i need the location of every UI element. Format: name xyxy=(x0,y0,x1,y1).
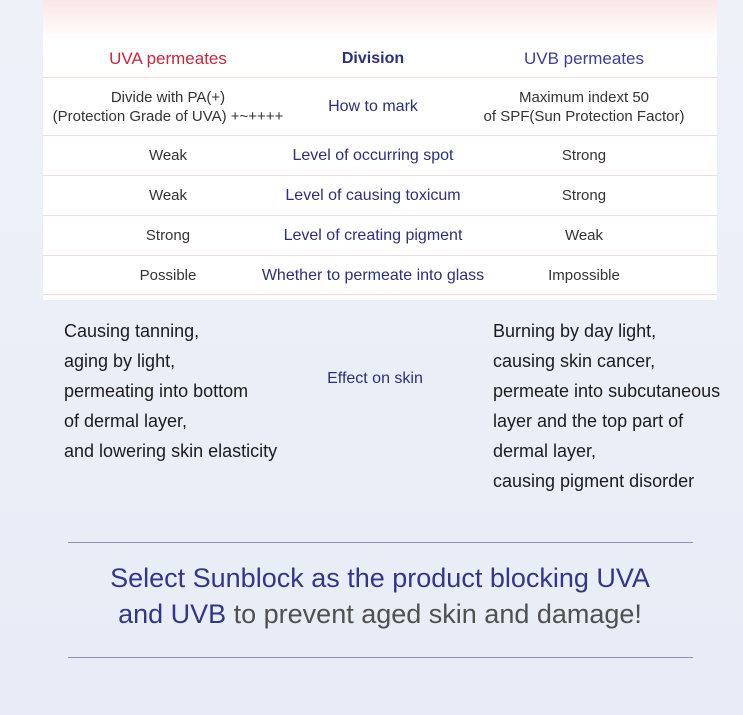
effect-on-skin-label: Effect on skin xyxy=(327,370,423,387)
effect-uvb-line: causing skin cancer, xyxy=(493,351,656,371)
table-row xyxy=(43,216,717,256)
table-row xyxy=(43,256,717,295)
cell-uva: Divide with PA(+) (Protection Grade of UVA) +~++++ xyxy=(52,88,284,125)
tagline-line1: Select Sunblock as the product blocking UVA xyxy=(110,563,650,593)
cell-uva: Strong xyxy=(145,227,191,244)
effect-uva-line: of dermal layer, xyxy=(64,411,188,431)
cell-uvb: Impossible xyxy=(548,266,620,284)
effect-uvb-line: Burning by day light, xyxy=(493,321,657,341)
effect-uvb-line: permeate into subcutaneous xyxy=(493,381,721,401)
tagline-line2 xyxy=(60,596,700,632)
table-row xyxy=(43,78,717,136)
tagline-emphasis: and UVB xyxy=(118,599,227,629)
divider-bottom xyxy=(68,657,693,658)
effect-uvb-line: layer and the top part of xyxy=(493,411,684,431)
cell-uvb: Weak xyxy=(564,227,604,244)
tagline xyxy=(60,560,700,632)
effect-uvb-line: causing pigment disorder xyxy=(493,471,695,491)
header-uvb: UVB permeates xyxy=(524,49,644,68)
cell-uva: Possible xyxy=(139,266,197,284)
divider-top xyxy=(68,542,693,543)
effect-uva-text xyxy=(64,316,324,466)
cell-division: Level of occurring spot xyxy=(292,147,454,164)
comparison-table xyxy=(43,0,717,300)
effect-uvb-line: dermal layer, xyxy=(493,441,597,461)
table-row xyxy=(43,176,717,216)
cell-division: How to mark xyxy=(328,98,418,115)
header-uva: UVA permeates xyxy=(109,49,227,68)
effect-uva-line: permeating into bottom xyxy=(64,381,249,401)
effect-uvb-text xyxy=(493,316,738,496)
cell-uvb: Strong xyxy=(561,187,607,204)
effect-uva-line: Causing tanning, xyxy=(64,321,200,341)
cell-uvb: Strong xyxy=(561,147,607,164)
tagline-rest: to prevent aged skin and damage! xyxy=(226,599,642,629)
cell-division: Level of causing toxicum xyxy=(285,187,461,204)
table-header-row xyxy=(43,40,717,78)
table-row xyxy=(43,136,717,176)
cell-uva: Weak xyxy=(148,147,188,164)
cell-division: Level of creating pigment xyxy=(283,227,463,244)
effect-uva-line: and lowering skin elasticity xyxy=(64,441,278,461)
effect-uva-line: aging by light, xyxy=(64,351,176,371)
cell-uvb: Maximum indext 50 of SPF(Sun Protection Factor) xyxy=(483,88,685,125)
header-division: Division xyxy=(341,50,405,67)
cell-division: Whether to permeate into glass xyxy=(261,266,485,284)
cell-uva: Weak xyxy=(148,187,188,204)
table-top-gradient xyxy=(43,0,717,40)
